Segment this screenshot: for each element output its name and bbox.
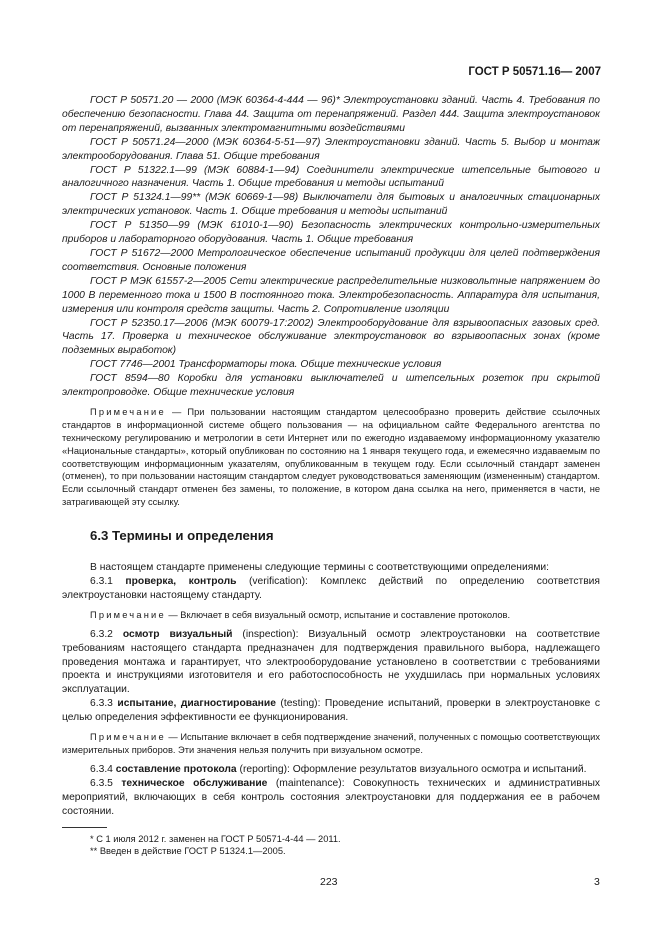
- page-number-right: 3: [594, 876, 600, 888]
- reference-item: ГОСТ Р МЭК 61557-2—2005 Сети электрические распределительные низковольтные напряжением до 1000 В переменного тока и 1500 В постоянного тока. Электробезопасность. Аппаратура для испытания, измерения или контроля средств защиты. Часть 2. Сопротивление изоляции: [62, 275, 600, 315]
- term-text: (testing): Проведение испытаний, проверки в электроустановке с целью определения эффективности ее функционирования.: [62, 698, 601, 724]
- term-name: техническое обслуживание: [121, 777, 268, 789]
- term-number: 6.3.5: [90, 777, 122, 789]
- page-number-center: 223: [320, 876, 338, 888]
- term-name: проверка, контроль: [125, 576, 237, 587]
- term-number: 6.3.1: [90, 576, 126, 587]
- reference-item: ГОСТ Р 51672—2000 Метрологическое обеспечение испытаний продукции для целей подтверждения соответствия. Основные положения: [62, 247, 600, 273]
- reference-item: ГОСТ 8594—80 Коробки для установки выключателей и штепсельных розеток при скрытой электропроводке. Общие технические условия: [62, 373, 600, 399]
- page-content: [62, 94, 600, 858]
- note-paragraph: [62, 406, 600, 509]
- document-header: ГОСТ Р 50571.16— 2007: [468, 66, 601, 78]
- reference-item: ГОСТ Р 51324.1—99** (МЭК 60669-1—98) Выключатели для бытовых и аналогичных стационарных электрических установок. Часть 1. Общие требования и методы испытаний: [62, 192, 600, 218]
- term-name: составление протокола: [115, 763, 237, 775]
- note-text: — Испытание включает в себя подтверждение значений, полученных с помощью соответствующих измерительных приборов. Эти значения нельзя получить при визуальном осмотре.: [62, 732, 600, 755]
- footnote: * С 1 июля 2012 г. заменен на ГОСТ Р 50571-4-44 — 2011.: [90, 833, 341, 844]
- term-definition: [62, 777, 600, 819]
- term-text: (verification): Комплекс действий по определению соответствия электроустановки настоящему стандарту.: [62, 576, 601, 601]
- term-name: испытание, диагностирование: [117, 698, 276, 710]
- note-text: — При пользовании настоящим стандартом целесообразно проверить действие ссылочных стандартов в информационной системе общего пользования — на официальном сайте Федерального агентства по техническому регулированию и метрологии в сети Интернет или по ежегодно издаваемому информационному указателю «Национальные стандарты», который опубликован по состоянию на 1 января текущего года, и ежемесячно издаваемым по соответствующим информационным указателям, опубликованным в текущем году. Если ссылочный стандарт заменен (отменен), то при пользовании настоящим стандартом следует руководствоваться заменяющим (измененным) стандартом. Если ссылочный стандарт отменен без замены, то положение, в котором дана ссылка на него, применяется в части, не затрагивающей эту ссылку.: [62, 406, 600, 508]
- note-text: — Включает в себя визуальный осмотр, испытание и составление протоколов.: [165, 609, 511, 620]
- term-definition: [62, 763, 600, 777]
- term-definition: [62, 575, 600, 603]
- note-paragraph: [62, 609, 600, 622]
- footnote: ** Введен в действие ГОСТ Р 51324.1—2005.: [90, 846, 286, 856]
- note-label: Примечание: [90, 732, 166, 743]
- term-name: осмотр визуальный: [122, 628, 233, 640]
- term-number: 6.3.2: [90, 628, 123, 640]
- note-paragraph: [62, 731, 600, 757]
- reference-item: ГОСТ Р 52350.17—2006 (МЭК 60079-17:2002) Электрооборудование для взрывоопасных газовых сред. Часть 17. Проверка и техническое обслуживание электроустановок во взрывоопасных зонах (кроме подземных выработок): [62, 317, 600, 357]
- reference-item: ГОСТ Р 51350—99 (МЭК 61010-1—90) Безопасность электрических контрольно-измерительных приборов и лабораторного оборудования. Часть 1. Общие требования: [62, 220, 600, 246]
- reference-item: ГОСТ Р 50571.24—2000 (МЭК 60364-5-51—97) Электроустановки зданий. Часть 5. Выбор и монтаж электрооборудования. Глава 51. Общие требования: [62, 136, 600, 162]
- term-number: 6.3.4: [90, 763, 116, 775]
- reference-item: ГОСТ Р 50571.20 — 2000 (МЭК 60364-4-444 — 96)* Электроустановки зданий. Часть 4. Требования по обеспечению безопасности. Глава 44. Защита от перенапряжений. Раздел 444. Защита электроустановок от перенапряжений, вызванных электромагнитными воздействиями: [62, 95, 600, 134]
- term-definition: [62, 697, 600, 725]
- footnote-separator: [62, 827, 107, 828]
- reference-item: ГОСТ 7746—2001 Трансформаторы тока. Общие технические условия: [90, 359, 442, 371]
- note-label: Примечание: [90, 406, 166, 417]
- term-text: (reporting): Оформление результатов визуального осмотра и испытаний.: [236, 763, 587, 775]
- term-definition: [62, 628, 600, 698]
- note-label: Примечание: [90, 609, 166, 620]
- reference-item: ГОСТ Р 51322.1—99 (МЭК 60884-1—94) Соединители электрические штепсельные бытового и аналогичного назначения. Часть 1. Общие требования и методы испытаний: [62, 164, 600, 190]
- term-text: (maintenance): Совокупность технических и административных мероприятий, включающих в себя контроль состояния электроустановки для поддержания ее в рабочем состоянии.: [62, 777, 600, 817]
- section-title: 6.3 Термины и определения: [90, 528, 274, 544]
- term-number: 6.3.3: [90, 698, 118, 710]
- section-intro: В настоящем стандарте применены следующие термины с соответствующими определениями:: [90, 562, 550, 574]
- term-text: (inspection): Визуальный осмотр электроустановки на соответствие требованиям настоящего стандарта предназначен для подтверждения правильного выбора, надлежащего проведения монтажа и гарантирует, что электрооборудование установлено в соответствии с требованиями проекта и инструкциями изготовителя и его работоспособность не ухудшилась при нормальных условиях эксплуатации.: [62, 628, 600, 696]
